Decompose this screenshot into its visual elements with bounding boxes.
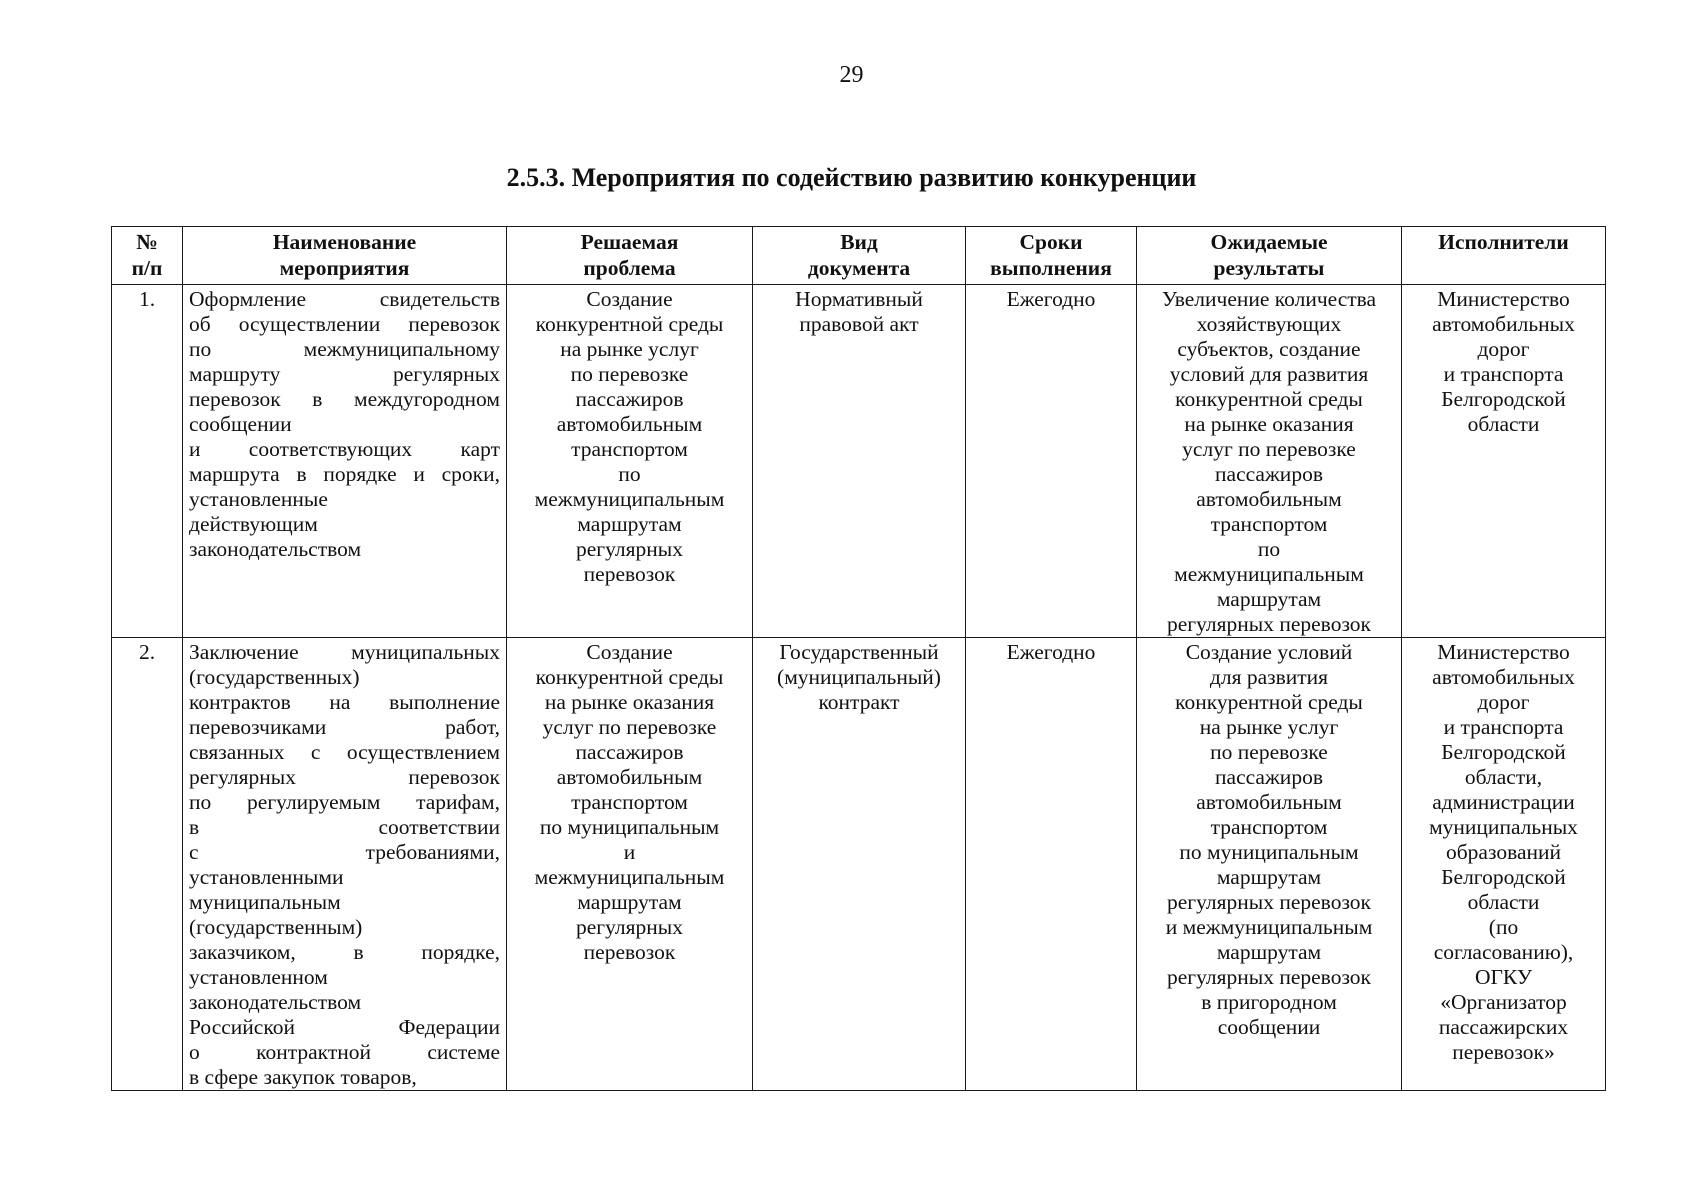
cell-text-line: регулярных перевозок — [1166, 965, 1372, 989]
cell-text-line: Белгородской — [1441, 740, 1566, 764]
cell-text-line: маршрута в порядке и сроки, — [189, 462, 500, 486]
cell-text-line: регулярных перевозок — [1166, 612, 1372, 636]
cell-text-line: конкурентной среды — [1175, 690, 1363, 714]
cell-text-line: дорог — [1477, 690, 1530, 714]
cell-text-line: хозяйствующих — [1196, 312, 1342, 336]
cell-text-line: связанных с осуществлением — [189, 740, 500, 764]
cell-text-line: маршрутам — [1216, 865, 1322, 889]
cell-text-line: контрактов на выполнение — [189, 690, 500, 714]
cell-text-line: субъектов, создание — [1177, 337, 1361, 361]
cell-text-line: Белгородской — [1441, 865, 1566, 889]
cell-text-line: об осуществлении перевозок — [189, 312, 500, 336]
cell-text-line: (по — [1488, 915, 1519, 939]
cell-text-line: маршрутам — [1216, 587, 1322, 611]
cell-text-line: пассажиров — [1215, 765, 1323, 789]
cell-text-line: ОГКУ — [1474, 965, 1533, 989]
cell-text-line: о контрактной системе — [189, 1040, 500, 1064]
cell-text-line: услуг по перевозке — [1182, 437, 1356, 461]
cell-text-line: пассажиров — [575, 740, 684, 764]
cell-text-line: Создание — [586, 287, 673, 311]
cell-text-line: и — [623, 840, 636, 864]
measure-name-cell — [183, 285, 507, 638]
cell-text-line: (государственным) — [189, 915, 363, 939]
cell-text-line: Ежегодно — [1006, 640, 1096, 664]
cell-text-line: области — [1467, 890, 1540, 914]
cell-text-line: маршрутам — [577, 890, 682, 914]
table-row — [112, 638, 1606, 1091]
cell-text-line: по муниципальным — [539, 815, 720, 839]
cell-text-line: по перевозке — [570, 362, 689, 386]
cell-text-line: муниципальных — [1429, 815, 1578, 839]
cell-text-line: установленные — [189, 487, 328, 511]
cell-text-line: Белгородской — [1441, 387, 1566, 411]
document-type-cell — [753, 285, 966, 638]
cell-text-line: автомобильных — [1432, 665, 1575, 689]
cell-text-line: и транспорта — [1443, 362, 1564, 386]
cell-text-line: области — [1467, 412, 1540, 436]
row-number-cell: 2. — [112, 638, 183, 1091]
header-deadline: Сроки выполнения — [966, 227, 1137, 285]
header-results: Ожидаемые результаты — [1137, 227, 1402, 285]
cell-text-line: муниципальным — [189, 890, 341, 914]
row-number-cell: 1. — [112, 285, 183, 638]
cell-text-line: услуг по перевозке — [542, 715, 717, 739]
measures-table — [111, 226, 1606, 1091]
executors-cell — [1402, 638, 1606, 1091]
cell-text-line: конкурентной среды — [535, 312, 724, 336]
cell-text-line: по муниципальным — [1179, 840, 1359, 864]
cell-text-line: автомобильным — [556, 765, 703, 789]
cell-text-line: Российской Федерации — [189, 1015, 500, 1039]
cell-text-line: установленном — [189, 965, 328, 989]
cell-text-line: на рынке оказания — [544, 690, 715, 714]
cell-text-line: по регулируемым тарифам, — [189, 790, 500, 814]
cell-text-line: Создание — [586, 640, 673, 664]
cell-text-line: автомобильным — [556, 412, 703, 436]
cell-text-line: согласованию), — [1433, 940, 1574, 964]
cell-text-line: по — [1257, 537, 1281, 561]
cell-text-line: области, — [1464, 765, 1543, 789]
cell-text-line: в сфере закупок товаров, — [189, 1065, 417, 1089]
cell-text-line: дорог — [1477, 337, 1530, 361]
cell-text-line: действующим — [189, 512, 318, 536]
deadline-cell — [966, 638, 1137, 1091]
cell-text-line: пассажиров — [1215, 462, 1323, 486]
cell-text-line: и межмуниципальным — [1165, 915, 1373, 939]
cell-text-line: транспортом — [1210, 512, 1328, 536]
cell-text-line: Оформление свидетельств — [189, 287, 500, 311]
cell-text-line: перевозок — [583, 562, 676, 586]
cell-text-line: конкурентной среды — [1175, 387, 1363, 411]
cell-text-line: конкурентной среды — [535, 665, 724, 689]
cell-text-line: сообщении — [1217, 1015, 1321, 1039]
table-header-row — [112, 227, 1606, 285]
cell-text-line: (государственных) — [189, 665, 360, 689]
cell-text-line: контракт — [818, 690, 900, 714]
cell-text-line: перевозок в междугородном — [189, 387, 500, 411]
cell-text-line: по перевозке — [1210, 740, 1328, 764]
executors-cell — [1402, 285, 1606, 638]
header-problem: Решаемая проблема — [507, 227, 753, 285]
cell-text-line: и транспорта — [1443, 715, 1564, 739]
cell-text-line: транспортом — [1210, 815, 1328, 839]
document-type-cell — [753, 638, 966, 1091]
header-doc-type: Вид документа — [753, 227, 966, 285]
table-body — [112, 285, 1606, 1091]
table-row — [112, 285, 1606, 638]
cell-text-line: транспортом — [571, 790, 688, 814]
cell-text-line: регулярных перевозок — [189, 765, 500, 789]
cell-text-line: маршруту регулярных — [189, 362, 500, 386]
cell-text-line: межмуниципальным — [534, 487, 725, 511]
cell-text-line: с требованиями, — [189, 840, 500, 864]
cell-text-line: Ежегодно — [1006, 287, 1096, 311]
deadline-cell — [966, 285, 1137, 638]
cell-text-line: для развития — [1209, 665, 1329, 689]
cell-text-line: установленными — [189, 865, 344, 889]
problem-cell — [507, 285, 753, 638]
cell-text-line: образований — [1445, 840, 1562, 864]
cell-text-line: перевозчиками работ, — [189, 715, 500, 739]
cell-text-line: сообщении — [189, 412, 292, 436]
cell-text-line: регулярных — [576, 915, 683, 939]
cell-text-line: Заключение муниципальных — [189, 640, 500, 664]
cell-text-line: Министерство — [1437, 640, 1570, 664]
cell-text-line: маршрутам — [1216, 940, 1322, 964]
cell-text-line: перевозок» — [1452, 1040, 1555, 1064]
header-name: Наименование мероприятия — [183, 227, 507, 285]
cell-text-line: и соответствующих карт — [189, 437, 500, 461]
page-number: 29 — [839, 62, 864, 88]
cell-text-line: заказчиком, в порядке, — [189, 940, 500, 964]
cell-text-line: маршрутам — [577, 512, 682, 536]
expected-results-cell — [1137, 638, 1402, 1091]
cell-text-line: по — [618, 462, 641, 486]
cell-text-line: на рынке оказания — [1184, 412, 1354, 436]
header-executors: Исполнители — [1402, 227, 1606, 285]
section-title: 2.5.3. Мероприятия по содействию развитию конкуренции — [506, 163, 1197, 192]
cell-text-line: администрации — [1432, 790, 1575, 814]
cell-text-line: Создание условий — [1185, 640, 1353, 664]
cell-text-line: транспортом — [571, 437, 688, 461]
cell-text-line: законодательством — [189, 537, 362, 561]
cell-text-line: законодательством — [189, 990, 362, 1014]
cell-text-line: Увеличение количества — [1161, 287, 1377, 311]
cell-text-line: пассажиров — [575, 387, 684, 411]
cell-text-line: по межмуниципальному — [189, 337, 500, 361]
cell-text-line: условий для развития — [1169, 362, 1369, 386]
cell-text-line: (муниципальный) — [777, 665, 941, 689]
cell-text-line: Государственный — [779, 640, 939, 664]
expected-results-cell — [1137, 285, 1402, 638]
cell-text-line: правовой акт — [799, 312, 919, 336]
cell-text-line: автомобильных — [1432, 312, 1575, 336]
cell-text-line: Министерство — [1437, 287, 1570, 311]
header-number: № п/п — [112, 227, 183, 285]
cell-text-line: в пригородном — [1201, 990, 1337, 1014]
cell-text-line: межмуниципальным — [534, 865, 725, 889]
cell-text-line: на рынке услуг — [560, 337, 699, 361]
cell-text-line: перевозок — [583, 940, 676, 964]
cell-text-line: автомобильным — [1196, 487, 1342, 511]
cell-text-line: регулярных перевозок — [1166, 890, 1372, 914]
cell-text-line: «Организатор — [1440, 990, 1567, 1014]
cell-text-line: автомобильным — [1196, 790, 1342, 814]
measure-name-cell — [183, 638, 507, 1091]
cell-text-line: пассажирских — [1438, 1015, 1569, 1039]
cell-text-line: в соответствии — [189, 815, 500, 839]
cell-text-line: на рынке услуг — [1199, 715, 1339, 739]
cell-text-line: регулярных — [576, 537, 683, 561]
cell-text-line: межмуниципальным — [1174, 562, 1364, 586]
cell-text-line: Нормативный — [795, 287, 923, 311]
problem-cell — [507, 638, 753, 1091]
